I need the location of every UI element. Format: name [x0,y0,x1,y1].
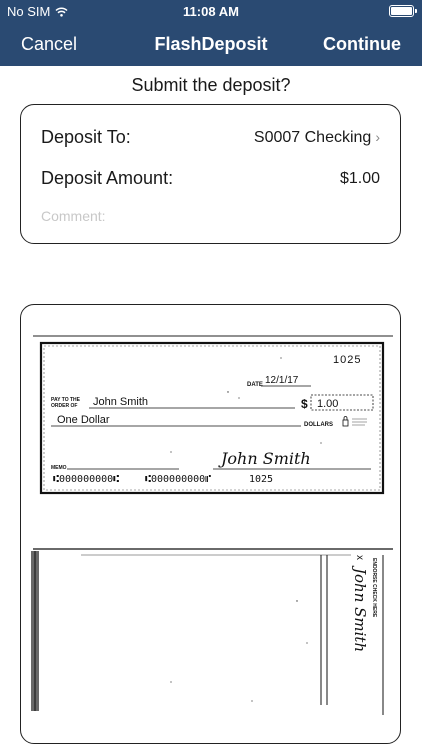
deposit-amount-label: Deposit Amount: [41,168,174,188]
check-dollars-label: DOLLARS [304,422,333,428]
check-images [21,305,401,744]
deposit-to-row[interactable] [41,127,380,148]
header-bar [0,0,422,66]
deposit-amount-row [41,168,380,189]
pay-to-label: PAY TO THE [51,397,80,403]
check-amount: 1.00 [317,398,339,410]
check-date: 12/1/17 [265,375,299,386]
lock-icon [343,417,348,427]
endorsement-signature: John Smith [351,568,369,653]
check-signature: John Smith [221,449,311,468]
check-memo-label: MEMO [51,465,67,471]
deposit-account-value: S0007 Checking [253,128,372,146]
micr-routing: ⑆000000000⑆ [53,474,120,485]
endorse-label: ENDORSE CHECK HERE [371,558,377,618]
carrier-label: No SIM [7,4,51,19]
check-payee: John Smith [93,396,149,408]
status-bar [0,0,422,24]
check-dollar-sign: $ [301,397,308,411]
check-number: 1025 [333,354,362,366]
continue-button[interactable]: Continue [323,34,401,54]
endorse-x: x [354,555,365,560]
check-front-image [41,343,383,493]
deposit-to-label: Deposit To: [41,127,131,147]
check-written-amount: One Dollar [57,414,110,426]
check-images-panel [20,304,401,744]
check-back-image [31,549,393,715]
deposit-details-card [20,104,401,244]
status-time: 11:08 AM [183,4,239,19]
micr-account: ⑆000000000⑈ [145,474,212,485]
micr-check-number: 1025 [249,474,274,485]
comment-field[interactable]: Comment: [41,208,106,224]
deposit-account[interactable] [254,129,380,147]
confirmation-prompt: Submit the deposit? [131,75,291,95]
cancel-button[interactable]: Cancel [21,34,78,54]
page-title: FlashDeposit [154,34,268,54]
deposit-amount-value: $1.00 [339,169,380,187]
check-date-label: DATE [247,382,263,388]
order-of-label: ORDER OF [51,403,78,409]
navigation-bar [0,26,422,62]
battery-icon [389,5,414,17]
chevron-right-icon: › [375,128,380,145]
